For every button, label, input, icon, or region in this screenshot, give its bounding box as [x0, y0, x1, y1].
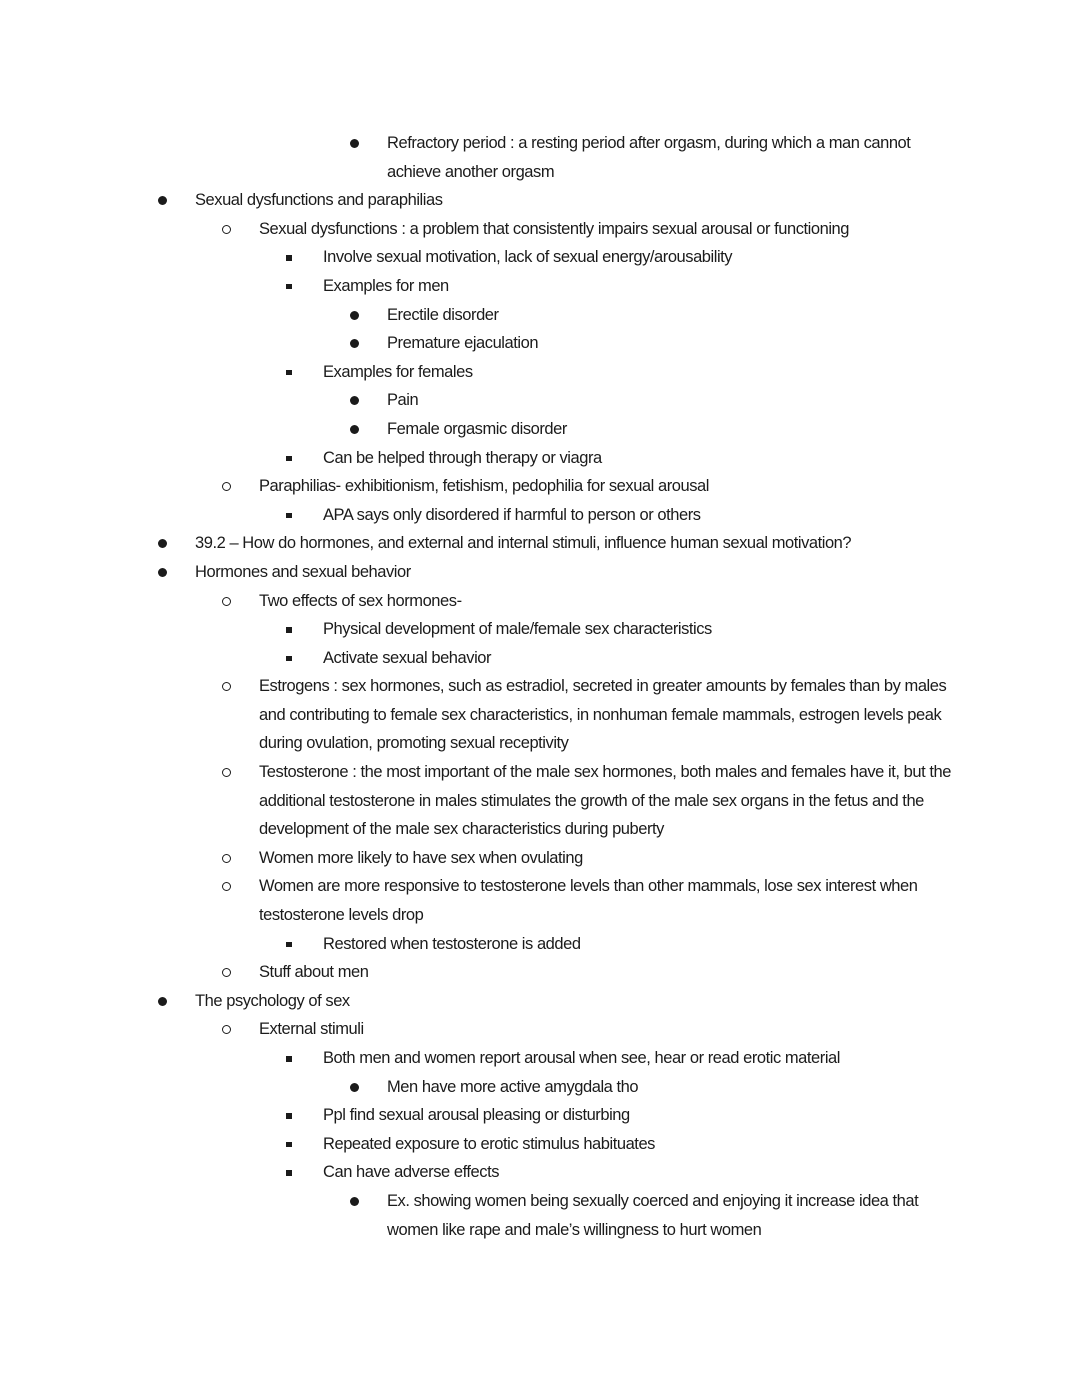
bullet-square-icon — [278, 615, 323, 633]
list-item-text: Stuff about men — [259, 963, 369, 982]
list-item-text: Examples for females — [323, 362, 473, 381]
bullet-disc-icon — [150, 186, 195, 205]
list-item-text: Restored when testosterone is added — [323, 934, 581, 953]
list-item-text: Estrogens : sex hormones, such as estradiol, secreted in greater amounts by females than by males and contributing to female sex characteristics, in nonhuman female mammals, estrogen levels peak during ovulation, promoting sexual receptivity — [259, 677, 947, 753]
bullet-square-icon — [278, 1044, 323, 1062]
list-item-text: Activate sexual behavior — [323, 648, 492, 667]
bullet-disc-icon — [342, 1073, 387, 1092]
bullet-disc-icon — [150, 558, 195, 577]
bullet-square-icon — [278, 272, 323, 290]
list-item — [150, 987, 952, 1016]
list-item — [342, 129, 952, 186]
bullet-square-icon — [278, 243, 323, 261]
list-item — [214, 758, 952, 844]
list-item-text: Testosterone : the most important of the male sex hormones, both males and females have it, but the additional testosterone in males stimulates the growth of the male sex organs in the fetus and the development of the male sex characteristics during puberty — [259, 763, 951, 839]
bullet-circle-icon — [214, 215, 259, 234]
list-item-text: Erectile disorder — [387, 305, 499, 324]
bullet-circle-icon — [214, 1015, 259, 1034]
list-item — [214, 215, 952, 244]
list-item-text: Ex. showing women being sexually coerced and enjoying it increase idea that women like rape and male’s willingness to hurt women — [387, 1191, 919, 1239]
list-item-text: Can be helped through therapy or viagra — [323, 448, 602, 467]
list-item-text: External stimuli — [259, 1020, 364, 1039]
list-item-text: Two effects of sex hormones- — [259, 591, 462, 610]
bullet-circle-icon — [214, 672, 259, 691]
list-item-text: Sexual dysfunctions : a problem that consistently impairs sexual arousal or functioning — [259, 219, 850, 238]
bullet-disc-icon — [342, 386, 387, 405]
list-item — [278, 1130, 952, 1159]
list-item-text: Both men and women report arousal when see, hear or read erotic material — [323, 1049, 840, 1067]
bullet-disc-icon — [342, 1187, 387, 1206]
list-item — [214, 587, 952, 616]
bullet-disc-icon — [150, 987, 195, 1006]
bullet-disc-icon — [342, 301, 387, 320]
list-item — [278, 358, 952, 387]
list-item-text: The psychology of sex — [195, 991, 350, 1010]
bullet-square-icon — [278, 930, 323, 948]
list-item — [214, 1015, 952, 1044]
bullet-circle-icon — [214, 758, 259, 777]
bullet-disc-icon — [342, 129, 387, 148]
list-item-text: Premature ejaculation — [387, 334, 539, 353]
list-item — [278, 444, 952, 473]
list-item-text: Refractory period : a resting period after orgasm, during which a man cannot achieve another orgasm — [387, 134, 911, 181]
bullet-circle-icon — [214, 844, 259, 863]
bullet-square-icon — [278, 1158, 323, 1176]
list-item — [150, 529, 952, 558]
list-item — [342, 1187, 952, 1244]
list-item — [278, 930, 952, 959]
bullet-circle-icon — [214, 472, 259, 491]
list-item — [278, 644, 952, 673]
list-item — [214, 672, 952, 758]
list-item — [214, 472, 952, 501]
bullet-square-icon — [278, 1130, 323, 1148]
list-item-text: Female orgasmic disorder — [387, 419, 567, 438]
list-item-text: Paraphilias- exhibitionism, fetishism, pedophilia for sexual arousal — [259, 477, 709, 496]
bullet-circle-icon — [214, 872, 259, 891]
bullet-square-icon — [278, 358, 323, 376]
list-item — [278, 272, 952, 301]
list-item-text: Can have adverse effects — [323, 1163, 500, 1182]
bullet-circle-icon — [214, 587, 259, 606]
list-item — [278, 1158, 952, 1187]
list-item-text: Ppl find sexual arousal pleasing or disturbing — [323, 1106, 630, 1125]
list-item-text: Hormones and sexual behavior — [195, 562, 411, 581]
bullet-square-icon — [278, 1101, 323, 1119]
list-item — [278, 1044, 952, 1073]
list-item-text: Women are more responsive to testosterone levels than other mammals, lose sex interest when testosterone levels drop — [259, 877, 918, 925]
list-item — [342, 386, 952, 415]
bullet-square-icon — [278, 444, 323, 462]
bullet-disc-icon — [342, 329, 387, 348]
list-item-text: Involve sexual motivation, lack of sexual energy/arousability — [323, 248, 733, 267]
list-item-text: 39.2 – How do hormones, and external and internal stimuli, influence human sexual motivation? — [195, 534, 852, 553]
list-item-text: Sexual dysfunctions and paraphilias — [195, 191, 443, 210]
list-item — [278, 243, 952, 272]
list-item-text: Physical development of male/female sex characteristics — [323, 620, 712, 639]
list-item — [278, 501, 952, 530]
bullet-square-icon — [278, 644, 323, 662]
list-item — [278, 615, 952, 644]
list-item — [278, 1101, 952, 1130]
list-item-text: Examples for men — [323, 276, 449, 295]
list-item — [342, 329, 952, 358]
list-item — [214, 872, 952, 929]
bullet-disc-icon — [150, 529, 195, 548]
list-item-text: Repeated exposure to erotic stimulus habituates — [323, 1134, 655, 1153]
list-item — [214, 844, 952, 873]
list-item-text: APA says only disordered if harmful to person or others — [323, 505, 701, 524]
bullet-square-icon — [278, 501, 323, 519]
bullet-list — [0, 129, 952, 1244]
list-item — [342, 301, 952, 330]
bullet-disc-icon — [342, 415, 387, 434]
list-item-text: Men have more active amygdala tho — [387, 1077, 639, 1096]
list-item — [214, 958, 952, 987]
bullet-circle-icon — [214, 958, 259, 977]
list-item — [150, 186, 952, 215]
list-item — [150, 558, 952, 587]
list-item — [342, 1073, 952, 1102]
list-item-text: Pain — [387, 391, 419, 410]
list-item — [342, 415, 952, 444]
list-item-text: Women more likely to have sex when ovulating — [259, 848, 583, 867]
